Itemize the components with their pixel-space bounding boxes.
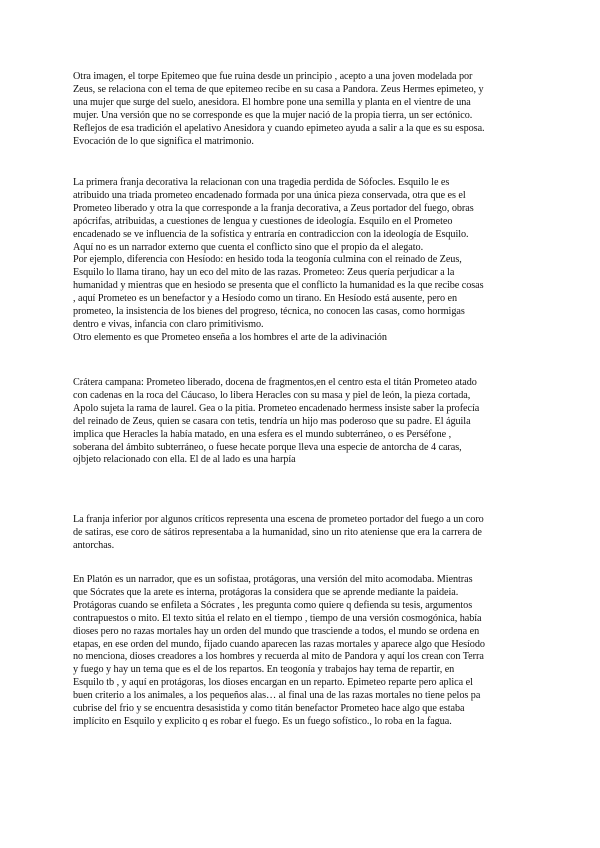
paragraph-line: implícito en Esquilo y explicito q es robar el fuego. Es un fuego sofístico., lo roba en la fagua. [73,715,452,727]
paragraph-line: buen criterio a los animales, a los pequeños alas… al final una de las razas mortales no tiene pelos pa [73,690,481,702]
paragraph-line: atribuido una triada prometeo encadenado formada por una única pieza conservada, otra que es el [73,189,466,201]
paragraph-line: Apolo sujeta la rama de laurel. Gea o la pitia. Prometeo encadenado hermess insiste saber la profecía [73,402,480,414]
paragraph-line: encadenado se ve influencia de la sofística y entraría en contradiccion con la ideología de Esquilo. [73,228,469,240]
paragraph-platon [73,574,529,729]
paragraph-line: En Platón es un narrador, que es un sofistaa, protágoras, una versión del mito acomodaba. Mientras [73,574,473,585]
paragraph-line: Reflejos de esa tradición el apelativo Anesidora y cuando epimeteo ayuda a salir a la que es su esposa. [73,122,485,134]
paragraph-line: Evocación de lo que significa el matrimonio. [73,135,254,147]
paragraph-line: contrapuestos o mito. El texto sitúa el relato en el tiempo , tiempo de una versión cosmogónica, había [73,612,482,624]
paragraph-line: Prometeo liberado y otra la que corresponde a la franja decorativa, a Zeus portador del fuego, obras [73,202,474,214]
paragraph-franja-inferior [73,514,529,553]
paragraph-line: prometeo, la insistencia de los bienes del progreso, técnica, no conocen las casas, como hormigas [73,306,465,318]
paragraph-line: implica que Heracles la había matado, en una esfera es el mundo subterráneo, o es Perséfone , [73,428,452,440]
paragraph-line: apócrifas, atribuidas, a cuestiones de lengua y cuestiones de ideología. Esquilo en el Prometeo [73,215,453,227]
paragraph-line: dioses pero no razas mortales hay un orden del mundo que trasciende a todos, el mundo se ordena en [73,625,480,637]
paragraph-line: Protágoras cuando se enfileta a Sócrates , les pregunta como quiere q defienda su tesis, argumentos [73,599,473,611]
paragraph-line: humanidad y mientras que en hesiodo se presenta que el conflicto la humanidad es la que recibe cosas [73,280,484,292]
paragraph-line: del reinado de Zeus, quien se casara con tetis, tendría un hijo mas poderoso que su padre. El águila [73,415,471,427]
paragraph-line: con cadenas en la roca del Cáucaso, lo libera Heracles con su masa y piel de león, la pieza cortada, [73,389,471,401]
paragraph-line: de satiras, ese coro de sátiros representaba a la humanidad, sino un rito ateniense que era la carrera de [73,526,482,538]
paragraph-line: que Sócrates que la arete es interna, protágoras la considera que se aprende mediante la paideia. [73,586,459,598]
paragraph-line: ojbjeto relacionado con ella. El de al lado es una harpía [73,454,296,466]
paragraph-line: Otro elemento es que Prometeo enseña a los hombres el arte de la adivinación [73,331,387,343]
paragraph-line: Crátera campana: Prometeo liberado, docena de fragmentos,en el centro esta el titán Prometeo atado [73,377,477,388]
paragraph-line: La primera franja decorativa la relacionan con una tragedia perdida de Sófocles. Esquilo le es [73,177,450,188]
paragraph-line: y fuego y hay un tema que es el de los repartos. En teogonía y trabajos hay tema de repartir, en [73,664,455,676]
paragraph-line: Esquilo lo llama tirano, hay un eco del mito de las razas. Prometeo: Zeus quería perjudicar a la [73,267,455,279]
paragraph-line: una mujer que surge del suelo, anesidora. El hombre pone una semilla y planta en el vientre de una [73,96,471,108]
paragraph-line: La franja inferior por algunos críticos representa una escena de prometeo portador del fuego a un coro [73,514,484,525]
paragraph-line: , aquí Prometeo es un benefactor y a Hesíodo como un tirano. En Hesíodo está ausente, pero en [73,293,458,305]
paragraph-line: mujer. Una versión que no se corresponde es que la mujer nació de la propia tierra, un ser ectónico. [73,109,473,121]
paragraph-line: Aquí no es un narrador externo que cuenta el conflicto sino que el propio da el alegato. [73,241,424,253]
paragraph-line: Por ejemplo, diferencia con Hesíodo: en hesido toda la teogonía culmina con el reinado de Zeus, [73,254,462,266]
paragraph-primera-franja [73,177,529,345]
paragraph-line: Esquilo tb , y aquí en protágoras, los dioses encargan en un reparto. Epimeteo reparte pero aplica el [73,677,473,689]
paragraph-line: antorchas. [73,539,115,551]
paragraph-line: etapas, en ese orden del mundo, fijado cuando aparecen las razas mortales y aparece algo que Hesíodo [73,638,485,650]
paragraph-pandora [73,71,529,148]
paragraph-line: Otra imagen, el torpe Epitemeo que fue ruina desde un principio , acepto a una joven modelada por [73,71,473,82]
paragraph-cratera-campana [73,377,529,467]
paragraph-line: Zeus, se relaciona con el tema de que epitemeo recibe en su casa a Pandora. Zeus Hermes epimeteo, y [73,83,484,95]
paragraph-line: dentro e vivas, infancia con claro primitivismo. [73,318,264,330]
paragraph-line: cubrise del frio y se encuentra desasistida y como titán benefactor Prometeo hace algo que estaba [73,703,465,715]
paragraph-line: no menciona, dioses creadores a los hombres y recuerda al mito de Pandora y aquí los crean con Terra [73,651,484,663]
paragraph-line: soberana del ámbito subterráneo, o fuese hecate porque lleva una especie de antorcha de 4 caras, [73,441,462,453]
